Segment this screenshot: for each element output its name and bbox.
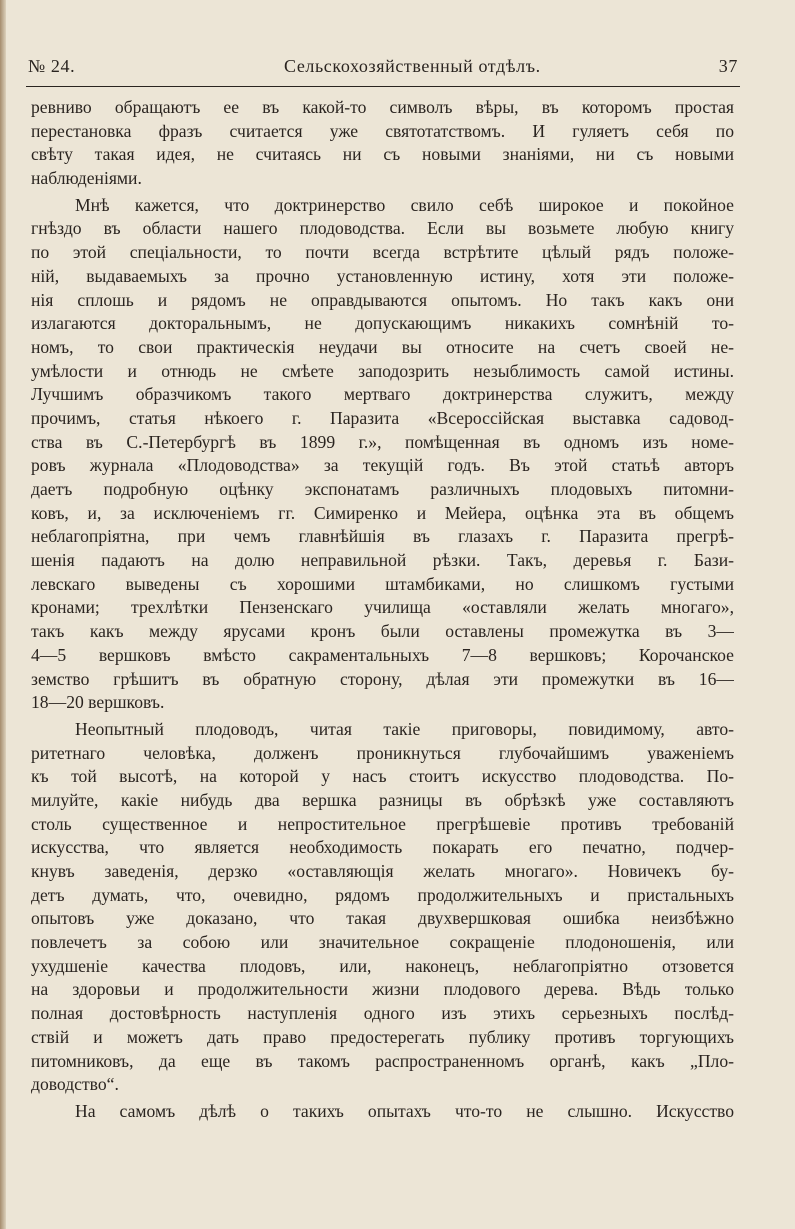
text-line: питомниковъ, да еще въ такомъ распространенномъ органѣ, какъ „Пло- (31, 1050, 734, 1071)
text-line: земство грѣшитъ въ обратную сторону, дѣлая эти промежутки въ 16— (31, 668, 734, 689)
text-line: повлечетъ за собою или значительное сокращеніе плодоношенія, или (31, 932, 734, 953)
page-number: 37 (718, 56, 738, 76)
text-line: 4—5 вершковъ вмѣсто сакраментальныхъ 7—8 вершковъ; Корочанское (31, 644, 734, 665)
header-rule (26, 86, 740, 87)
text-line: такъ какъ между ярусами кронъ были оставлены промежутка въ 3— (31, 621, 734, 642)
text-line: номъ, то свои практическія неудачи вы относите на счетъ своей не- (31, 336, 734, 357)
text-line: левскаго выведены съ хорошими штамбиками, но слишкомъ густыми (31, 573, 734, 594)
section-title: Сельскохозяйственный отдѣлъ. (284, 56, 541, 76)
text-line: Лучшимъ образчикомъ такого мертваго доктринерства служитъ, между (31, 384, 734, 405)
text-line: ній, выдаваемыхъ за прочно установленную истину, хотя эти положе- (31, 265, 734, 286)
text-line: умѣлости и отнюдь не смѣете заподозрить незыблимость самой истины. (31, 360, 734, 381)
text-line: свѣту такая идея, не считаясь ни съ новыми знаніями, ни съ новыми (31, 144, 734, 165)
text-line: на здоровьи и продолжительности жизни плодового дерева. Вѣдь только (31, 979, 734, 1000)
text-line: прочимъ, статья нѣкоего г. Паразита «Всероссійская выставка садовод- (31, 407, 734, 428)
text-line: по этой спеціальности, то почти всегда встрѣтите цѣлый рядъ положе- (31, 242, 734, 263)
page-binding-edge (0, 0, 6, 1229)
text-line: столь существенное и непростительное прегрѣшевіе противъ требованій (31, 813, 734, 834)
text-line: ровъ журнала «Плодоводства» за текущій годъ. Въ этой статьѣ авторъ (31, 455, 734, 476)
text-line: детъ думать, что, очевидно, рядомъ продолжительныхъ и пристальныхъ (31, 884, 734, 905)
text-line: опытовъ уже доказано, что такая двухвершковая ошибка неизбѣжно (31, 908, 734, 929)
text-line: кнувъ заведенія, дерзко «оставляющія желать многаго». Новичекъ бу- (31, 861, 734, 881)
text-line: шенія падаютъ на долю неправильной рѣзки. Такъ, деревья г. Бази- (31, 550, 734, 571)
text-line: доводство“. (31, 1074, 119, 1095)
text-line: полная достовѣрность наступленія одного изъ этихъ серьезныхъ послѣд- (31, 1003, 734, 1024)
text-line: излагаются доктoральнымъ, не допускающимъ никакихъ сомнѣній то- (31, 313, 734, 334)
text-line: ствій и можетъ дать право предостерегать публику противъ торгующихъ (31, 1026, 734, 1047)
running-header (28, 56, 738, 82)
text-line: перестановка фразъ считается уже святотатствомъ. И гуляетъ себя по (31, 120, 734, 141)
issue-number: № 24. (28, 56, 76, 76)
paragraph-first-line: Мнѣ кажется, что доктринерство свило себѣ широкое и покойное (75, 194, 734, 215)
paragraph-first-line: Неопытный плодоводъ, читая такіе приговоры, повидимому, авто- (75, 718, 734, 739)
text-line: ухудшеніе качества плодовъ, или, наконецъ, неблагопріятно отзовется (31, 955, 734, 976)
text-line: искусства, что является необходимость покарать его печатно, подчер- (31, 837, 734, 858)
text-line: нія сплошь и рядомъ не оправдываются опытомъ. Но такъ какъ они (31, 289, 734, 310)
text-line: ства въ С.-Петербургѣ въ 1899 г.», помѣщенная въ одномъ изъ номе- (31, 431, 734, 452)
paragraph-first-line: На самомъ дѣлѣ о такихъ опытахъ что-то не слышно. Искусство (75, 1100, 734, 1121)
text-line: неблагопріятна, при чемъ главнѣйшія въ глазахъ г. Паразита прегрѣ- (31, 526, 734, 547)
text-line: милуйте, какіе нибудь два вершка разницы въ обрѣзкѣ уже составляютъ (31, 789, 734, 810)
text-line: ковъ, и, за исключеніемъ гг. Симиренко и Мейера, оцѣнка эта въ общемъ (31, 502, 734, 523)
text-line: наблюденіями. (31, 168, 142, 189)
article-body (31, 96, 734, 1124)
text-line: ревниво обращаютъ ее въ какой-то символъ вѣры, въ которомъ простая (31, 97, 734, 117)
text-line: ритетнаго человѣка, долженъ проникнуться глубочайшимъ уваженіемъ (31, 742, 734, 763)
text-line: даетъ подробную оцѣнку экспонатамъ различныхъ плодовыхъ питомни- (31, 479, 734, 499)
text-line: кронами; трехлѣтки Пензенскаго училища «оставляли желать многаго», (31, 597, 734, 618)
text-line: гнѣздо въ области нашего плодоводства. Если вы возьмете любую книгу (31, 218, 734, 239)
text-line: 18—20 вершковъ. (31, 692, 165, 713)
text-line: къ той высотѣ, на которой у насъ стоитъ искусство плодоводства. По- (31, 766, 734, 787)
